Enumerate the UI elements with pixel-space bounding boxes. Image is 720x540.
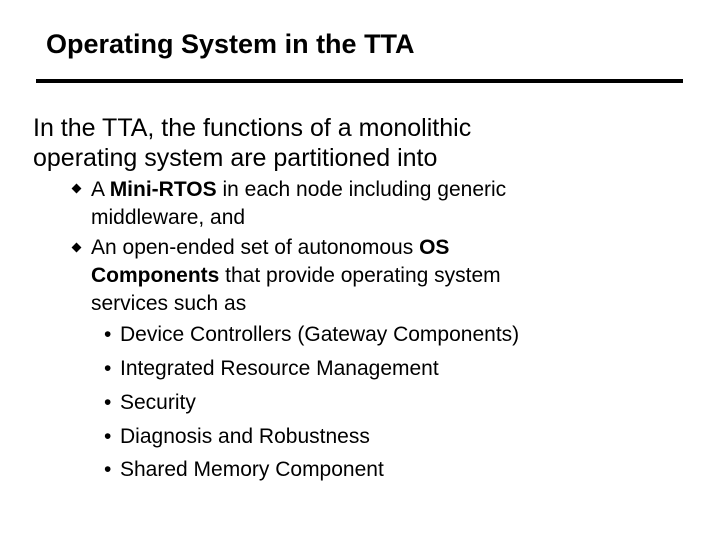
dot-bullet-icon: • <box>104 323 112 346</box>
diamond-bullet-icon <box>72 243 82 253</box>
bullet-1-line-1: A Mini-RTOS in each node including generic <box>91 178 507 201</box>
bullet-1-line-2: middleware, and <box>91 206 246 229</box>
bullet-2-line-1: An open-ended set of autonomous OS <box>91 236 450 259</box>
diamond-bullet-icon <box>72 184 82 194</box>
dot-bullet-icon: • <box>104 425 112 448</box>
intro-paragraph <box>33 113 633 173</box>
subbullet-shared-memory: • Shared Memory Component <box>104 458 384 481</box>
term-components: Components <box>91 264 220 287</box>
intro-line-1: In the TTA, the functions of a monolithic <box>33 114 472 142</box>
intro-line-2: operating system are partitioned into <box>33 144 438 172</box>
dot-bullet-icon: • <box>104 391 112 414</box>
subbullet-diagnosis: • Diagnosis and Robustness <box>104 425 370 448</box>
subbullet-device-controllers: • Device Controllers (Gateway Components) <box>104 323 520 346</box>
subbullet-security: • Security <box>104 391 196 414</box>
title-divider <box>36 79 683 83</box>
term-os: OS <box>419 236 450 259</box>
slide-title: Operating System in the TTA <box>46 29 415 59</box>
dot-bullet-icon: • <box>104 458 112 481</box>
term-mini-rtos: Mini-RTOS <box>109 178 217 201</box>
bullet-2-line-3: services such as <box>91 292 247 315</box>
bullet-2-line-2: Components that provide operating system <box>91 264 501 287</box>
subbullet-resource-management: • Integrated Resource Management <box>104 357 439 380</box>
dot-bullet-icon: • <box>104 357 112 380</box>
